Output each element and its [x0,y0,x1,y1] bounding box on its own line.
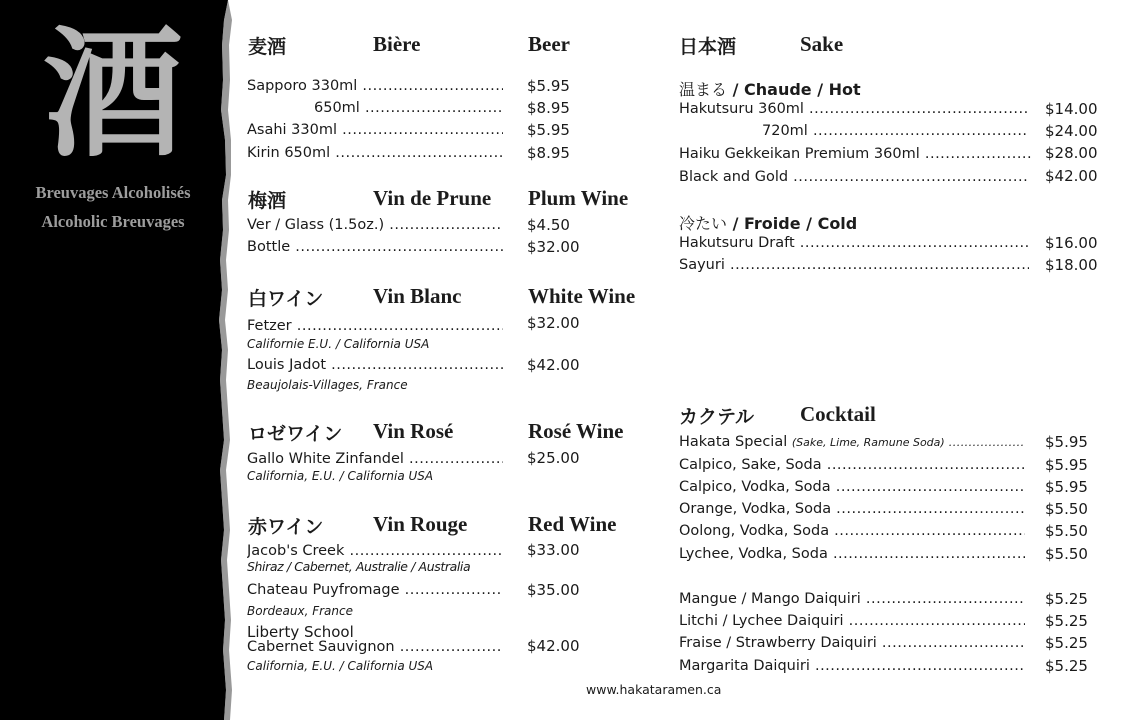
menu-price: $18.00 [1045,256,1098,274]
menu-item: Lychee, Vodka, Soda ..... [679,544,1025,564]
menu-price: $32.00 [527,314,580,332]
menu-item: Hakutsuru 360ml ..... [679,99,1029,119]
menu-item: Hakutsuru Draft ..... [679,233,1029,253]
sake-heading-jp: 日本酒 [679,36,737,58]
beer-heading-en: Beer [528,32,570,56]
beer-heading-fr: Bière [373,32,421,56]
menu-price: $5.50 [1045,500,1088,518]
menu-item: Mangue / Mango Daiquiri ..... [679,589,1025,609]
cocktail-heading-jp: カクテル [679,406,755,428]
menu-price: $28.00 [1045,144,1098,162]
plum-wine-heading-en: Plum Wine [528,186,629,210]
menu-price: $24.00 [1045,122,1098,140]
menu-price: $5.25 [1045,657,1088,675]
sake-cold-heading: 冷たい / Froide / Cold [679,214,858,233]
menu-price: $42.00 [527,356,580,374]
menu-price: $5.95 [1045,456,1088,474]
red-wine-heading-fr: Vin Rouge [373,512,468,536]
menu-item: Orange, Vodka, Soda ..... [679,499,1025,519]
menu-item-line1: Liberty School [247,623,354,641]
menu-item: Fetzer ..... [247,316,503,336]
white-wine-heading-fr: Vin Blanc [373,284,462,308]
menu-price: $5.25 [1045,634,1088,652]
rose-wine-heading-en: Rosé Wine [528,419,624,443]
menu-price: $33.00 [527,541,580,559]
menu-price: $5.25 [1045,612,1088,630]
menu-item: Louis Jadot ..... [247,355,503,375]
cocktail-heading-en: Cocktail [800,402,876,426]
sake-heading-en: Sake [800,32,844,56]
menu-item: Margarita Daiquiri ..... [679,656,1025,676]
menu-price: $8.95 [527,144,570,162]
menu-item: 720ml ..... [762,121,1029,141]
rose-wine-heading-jp: ロゼワイン [248,423,343,445]
wine-origin-note: California, E.U. / California USA [247,469,434,483]
black-side-panel [0,0,232,720]
plum-wine-heading-jp: 梅酒 [248,190,287,212]
menu-price: $5.95 [1045,433,1088,451]
beer-heading-jp: 麦酒 [248,36,287,58]
menu-item: Ver / Glass (1.5oz.) ..... [247,215,503,235]
menu-item: Fraise / Strawberry Daiquiri ..... [679,633,1025,653]
wine-origin-note: Californie E.U. / California USA [247,337,430,351]
menu-price: $5.95 [1045,478,1088,496]
menu-item: Calpico, Sake, Soda ..... [679,455,1025,475]
menu-item: Jacob's Creek ..... [247,541,503,561]
white-wine-heading-en: White Wine [528,284,636,308]
sake-kanji-logo: 酒 [42,13,183,177]
wine-origin-note: California, E.U. / California USA [247,659,434,673]
menu-price: $25.00 [527,449,580,467]
menu-item: Haiku Gekkeikan Premium 360ml ..... [679,144,1033,164]
menu-price: $32.00 [527,238,580,256]
panel-title-fr: Breuvages Alcoholisés [35,183,191,202]
menu-price: $14.00 [1045,100,1098,118]
menu-price: $5.25 [1045,590,1088,608]
menu-item: 650ml ..... [314,98,503,118]
rose-wine-heading-fr: Vin Rosé [373,419,454,443]
menu-item: Sayuri ..... [679,255,1029,275]
wine-origin-note: Shiraz / Cabernet, Australie / Australia [247,559,471,574]
menu-price: $42.00 [1045,167,1098,185]
menu-price: $5.50 [1045,545,1088,563]
menu-item: Oolong, Vodka, Soda ..... [679,521,1025,541]
menu-price: $35.00 [527,581,580,599]
menu-price: $5.95 [527,121,570,139]
menu-item: Litchi / Lychee Daiquiri ..... [679,611,1025,631]
menu-item: Cabernet Sauvignon ..... [247,637,503,657]
menu-item: Black and Gold ..... [679,167,1029,187]
menu-item: Chateau Puyfromage ..... [247,580,503,600]
menu-price: $5.50 [1045,522,1088,540]
red-wine-heading-jp: 赤ワイン [248,516,324,538]
menu-item: Sapporo 330ml ..... [247,76,503,96]
wine-origin-note: Beaujolais-Villages, France [247,378,408,392]
menu-item: Calpico, Vodka, Soda ..... [679,477,1025,497]
wine-origin-note: Bordeaux, France [247,604,353,618]
menu-price: $42.00 [527,637,580,655]
menu-price: $5.95 [527,77,570,95]
menu-item: Hakata Special (Sake, Lime, Ramune Soda) ..... [679,432,1025,452]
panel-title-en: Alcoholic Breuvages [41,212,185,231]
menu-price: $4.50 [527,216,570,234]
sake-hot-heading: 温まる / Chaude / Hot [679,80,861,99]
menu-item: Asahi 330ml ..... [247,120,503,140]
menu-price: $8.95 [527,99,570,117]
menu-price: $16.00 [1045,234,1098,252]
menu-item: Bottle ..... [247,237,503,257]
plum-wine-heading-fr: Vin de Prune [373,186,492,210]
menu-item: Gallo White Zinfandel ..... [247,449,503,469]
white-wine-heading-jp: 白ワイン [248,288,324,310]
red-wine-heading-en: Red Wine [528,512,617,536]
website-link[interactable]: www.hakataramen.ca [586,682,722,697]
menu-item: Kirin 650ml ..... [247,143,503,163]
